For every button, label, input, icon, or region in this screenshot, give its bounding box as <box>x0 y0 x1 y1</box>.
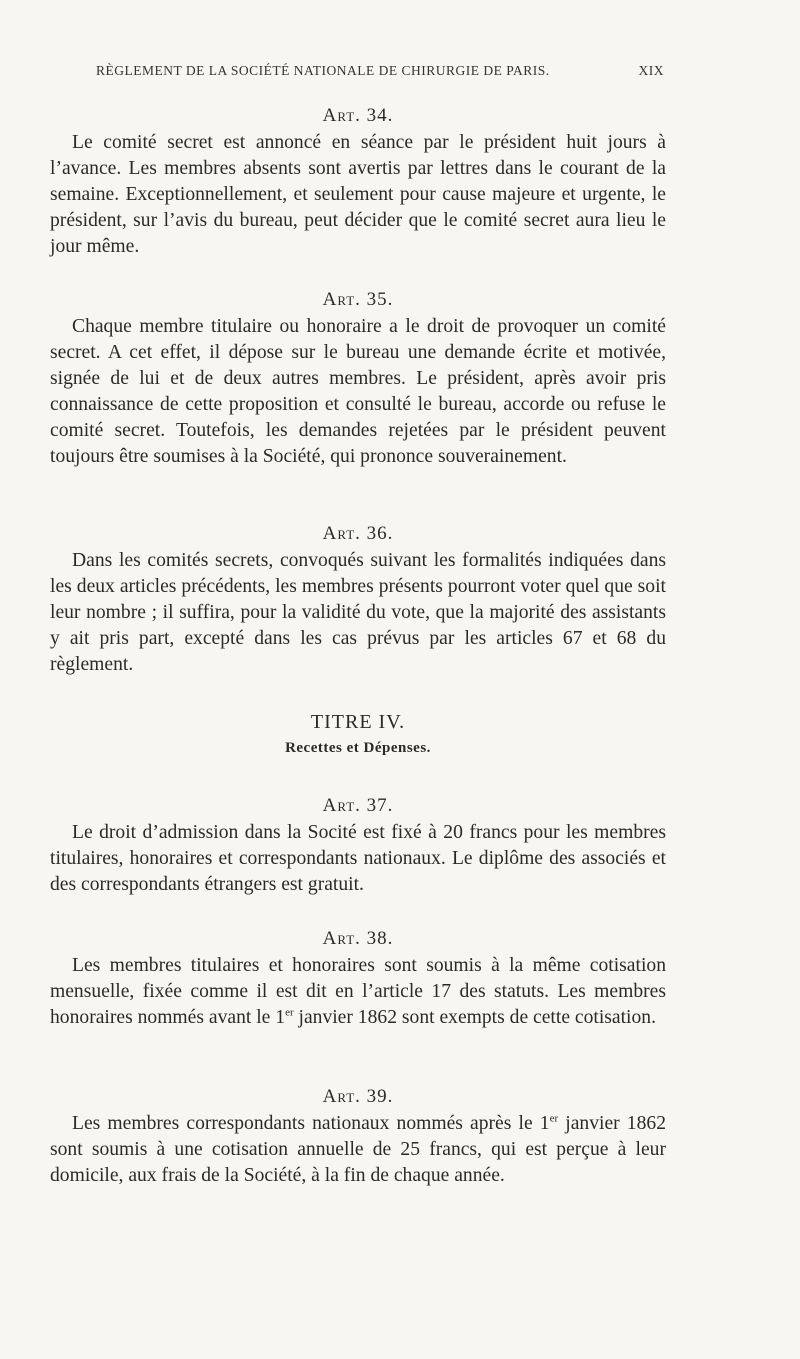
article-35 <box>50 286 666 470</box>
article-text: Le droit d’admission dans la Socité est fixé à 20 francs pour les membres titulaires, honoraires et correspondants nationaux. Le diplôme des associés et des correspondants étrangers est gratuit. <box>50 822 666 895</box>
article-heading: Art. 39. <box>322 1086 394 1107</box>
article-34 <box>50 102 666 260</box>
titre-iv <box>50 708 666 760</box>
superscript-er: er <box>549 1112 559 1125</box>
superscript-er: er <box>285 1006 294 1019</box>
article-text <box>50 953 666 1031</box>
article-text: Chaque membre titulaire ou honoraire a le droit de provoquer un comité secret. A cet effet, il dépose sur le bureau une demande écrite et motivée, signée de lui et de deux autres membres. Le président, après avoir pris connaissance de cette proposition et consulté le bureau, accorde ou refuse le comité secret. Toutefois, les demandes rejetées par le président peuvent toujours être soumises à la Société, qui prononce souverainement. <box>50 316 666 467</box>
article-text: Le comité secret est annoncé en séance par le président huit jours à l’avance. Les membres absents sont avertis par lettres dans le courant de la semaine. Exceptionnellement, et seulement pour cause majeure et urgente, le président, sur l’avis du bureau, peut décider que le comité secret aura lieu le jour même. <box>50 132 666 257</box>
article-text-start: Les membres titulaires et honoraires sont soumis à la même cotisation mensuelle, fixée comme il est dit en l’article 17 des statuts. Les membres honoraires nommés avant le 1 <box>50 955 666 1028</box>
article-heading: Art. 37. <box>322 795 394 816</box>
section-title: TITRE IV. <box>310 711 406 733</box>
running-head <box>96 63 664 79</box>
article-text-end: janvier 1862 sont exempts de cette cotisation. <box>293 1007 656 1028</box>
article-text-start: Les membres correspondants nationaux nommés après le 1 <box>72 1113 550 1134</box>
article-36 <box>50 520 666 678</box>
article-text <box>50 1111 666 1189</box>
running-title: RÈGLEMENT DE LA SOCIÉTÉ NATIONALE DE CHIRURGIE DE PARIS. <box>96 63 550 78</box>
article-37 <box>50 792 666 898</box>
article-text-end: janvier 1862 sont soumis à une cotisation annuelle de 25 francs, qui est perçue à leur domicile, aux frais de la Société, à la fin de chaque année. <box>50 1113 666 1186</box>
section-subtitle: Recettes et Dépenses. <box>285 740 431 756</box>
article-text: Dans les comités secrets, convoqués suivant les formalités indiquées dans les deux articles précédents, les membres présents pourront voter quel que soit leur nombre ; il suffira, pour la validité du vote, que la majorité des assistants y ait pris part, excepté dans les cas prévus par les articles 67 et 68 du règlement. <box>50 550 666 675</box>
article-38 <box>50 925 666 1031</box>
article-heading: Art. 35. <box>322 289 394 310</box>
article-heading: Art. 36. <box>322 523 394 544</box>
article-39 <box>50 1083 666 1189</box>
page-number: XIX <box>638 63 664 78</box>
article-heading: Art. 38. <box>322 928 394 949</box>
article-heading: Art. 34. <box>322 105 394 126</box>
